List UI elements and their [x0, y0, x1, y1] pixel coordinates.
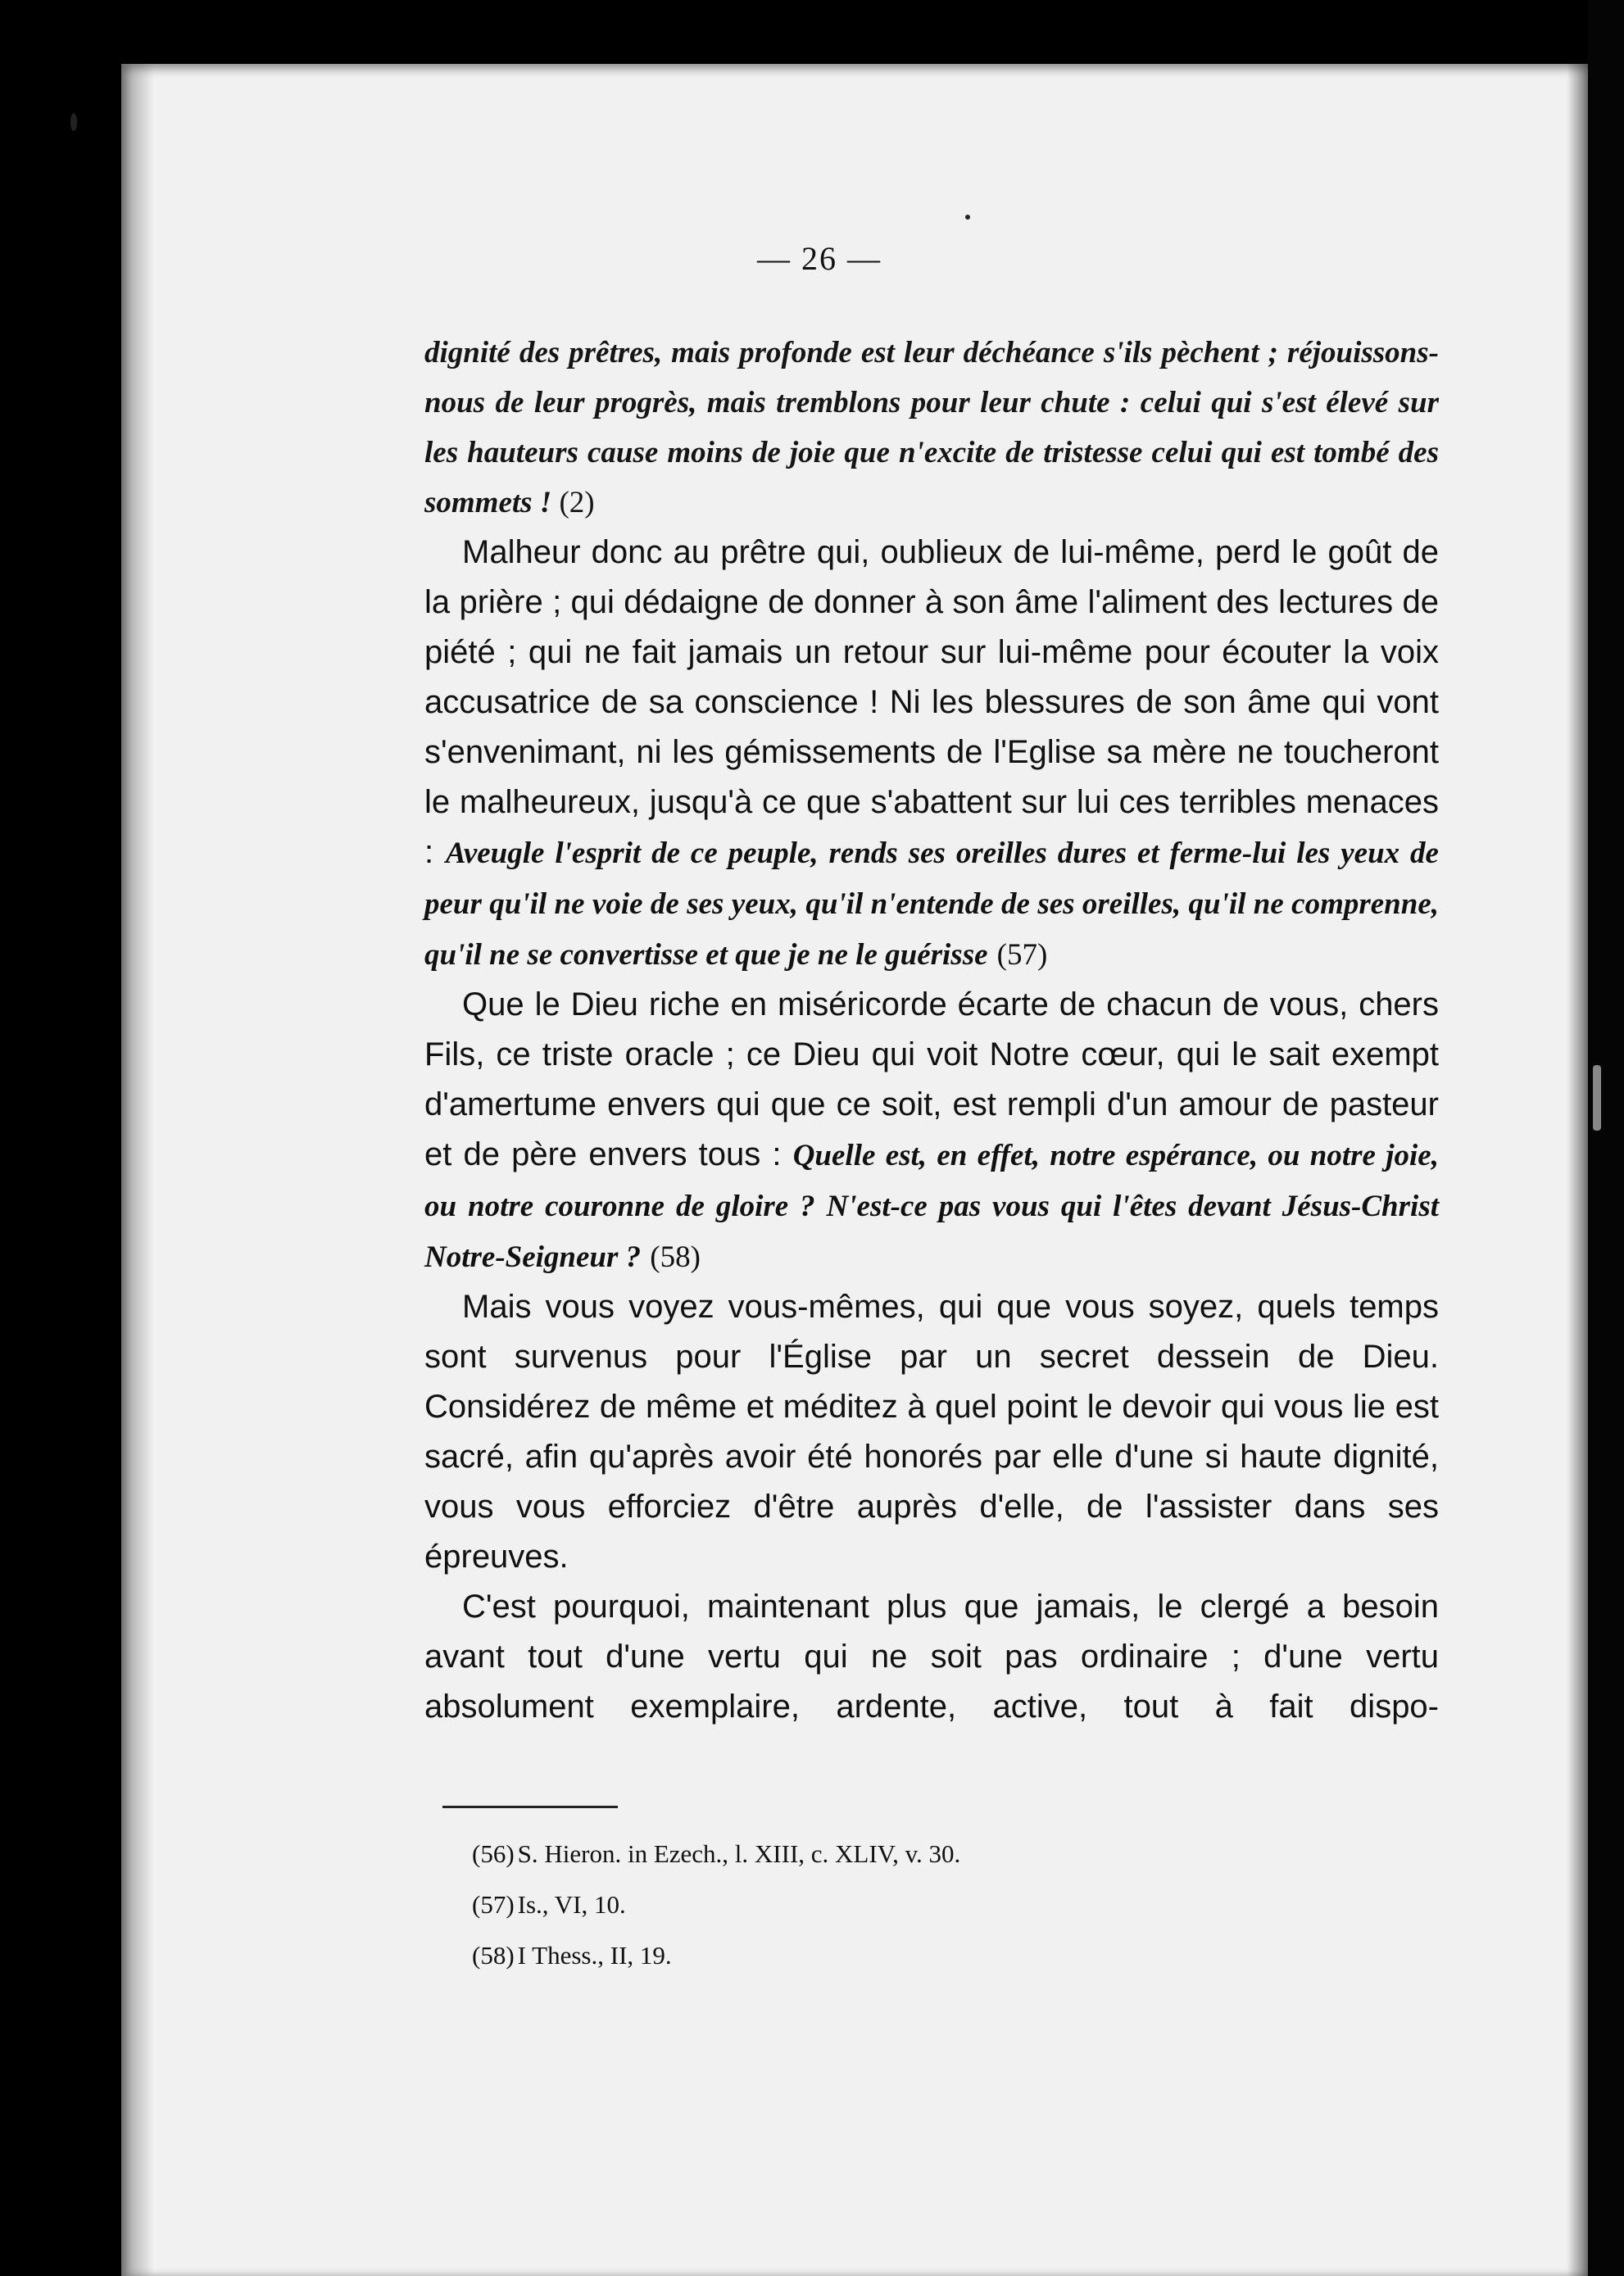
quote-intro-text: dignité des prêtres, mais profonde est leur déchéance s'ils pèchent ; réjouissons-nous de leur progrès, mais tremblons pour leur chute : celui qui s'est élevé sur les hauteurs cause moins de joie que n'excite de tristesse celui qui est tombé des sommets !	[424, 336, 1439, 519]
footnote-text: S. Hieron. in Ezech., l. XIII, c. XLIV, v. 30.	[517, 1839, 961, 1868]
paragraph	[424, 528, 1439, 980]
paragraph-text: Malheur donc au prêtre qui, oublieux de lui-même, perd le goût de la prière ; qui dédaigne de donner à son âme l'aliment des lectures de piété ; qui ne fait jamais un retour sur lui-même pour écouter la voix accusatrice de sa conscience ! Ni les blessures de son âme qui vont s'envenimant, ni les gémissements de l'Eglise sa mère ne toucheront le malheureux, jusqu'à ce que s'abattent sur lui ces terribles menaces :	[424, 534, 1439, 870]
scripture-quote: Quelle est, en effet, notre espérance, ou notre joie, ou notre couronne de gloire ? N'est-ce pas vous qui l'êtes devant Jésus-Christ Notre-Seigneur ?	[424, 1139, 1439, 1274]
dust-speck	[965, 215, 970, 220]
footnote-ref: (58)	[650, 1240, 701, 1274]
page-number: — 26 —	[757, 240, 882, 277]
quote-continuation	[424, 328, 1439, 528]
footnote-text: Is., VI, 10.	[517, 1890, 626, 1919]
paragraph-text: Que le Dieu riche en miséricorde écarte de chacun de vous, chers Fils, ce triste oracle ; ce Dieu qui voit Notre cœur, qui le sait exempt d'amertume envers qui que ce soit, est rempli d'un amour de pasteur et de père envers tous :	[424, 986, 1439, 1172]
main-text	[424, 328, 1439, 1732]
footnote-number: (56)	[472, 1839, 515, 1868]
footnote-number: (58)	[472, 1941, 515, 1970]
dust-speck	[1593, 1065, 1601, 1131]
footnote	[472, 1930, 960, 1981]
paragraph: C'est pourquoi, maintenant plus que jamais, le clergé a besoin avant tout d'une vertu qui ne soit pas ordinaire ; d'une vertu absolument exemplaire, ardente, active, tout à fait dispo-	[424, 1589, 1439, 1725]
footnote-text: I Thess., II, 19.	[517, 1941, 672, 1970]
footnote-ref: (57)	[996, 938, 1048, 972]
paragraph: Mais vous voyez vous-mêmes, qui que vous soyez, quels temps sont survenus pour l'Église par un secret dessein de Dieu. Considérez de même et méditez à quel point le devoir qui vous lie est sacré, afin qu'après avoir été honorés par elle d'une si haute dignité, vous vous efforciez d'être auprès d'elle, de l'assister dans ses épreuves.	[424, 1289, 1439, 1575]
paragraph	[424, 980, 1439, 1282]
footnote	[472, 1879, 960, 1930]
footnote	[472, 1829, 960, 1879]
scripture-quote: Aveugle l'esprit de ce peuple, rends ses oreilles dures et ferme-lui les yeux de peur qu'il ne voie de ses yeux, qu'il n'entende de ses oreilles, qu'il ne comprenne, qu'il ne se convertisse et que je ne le guérisse	[424, 836, 1439, 972]
footnotes	[472, 1829, 960, 1981]
footnote-separator	[442, 1806, 618, 1808]
footnote-ref: (2)	[559, 486, 595, 519]
right-edge-shadow	[1567, 64, 1588, 2276]
dust-speck	[70, 113, 77, 131]
footnote-number: (57)	[472, 1890, 515, 1919]
left-edge-shadow	[121, 64, 154, 2276]
right-border	[1588, 0, 1624, 2276]
